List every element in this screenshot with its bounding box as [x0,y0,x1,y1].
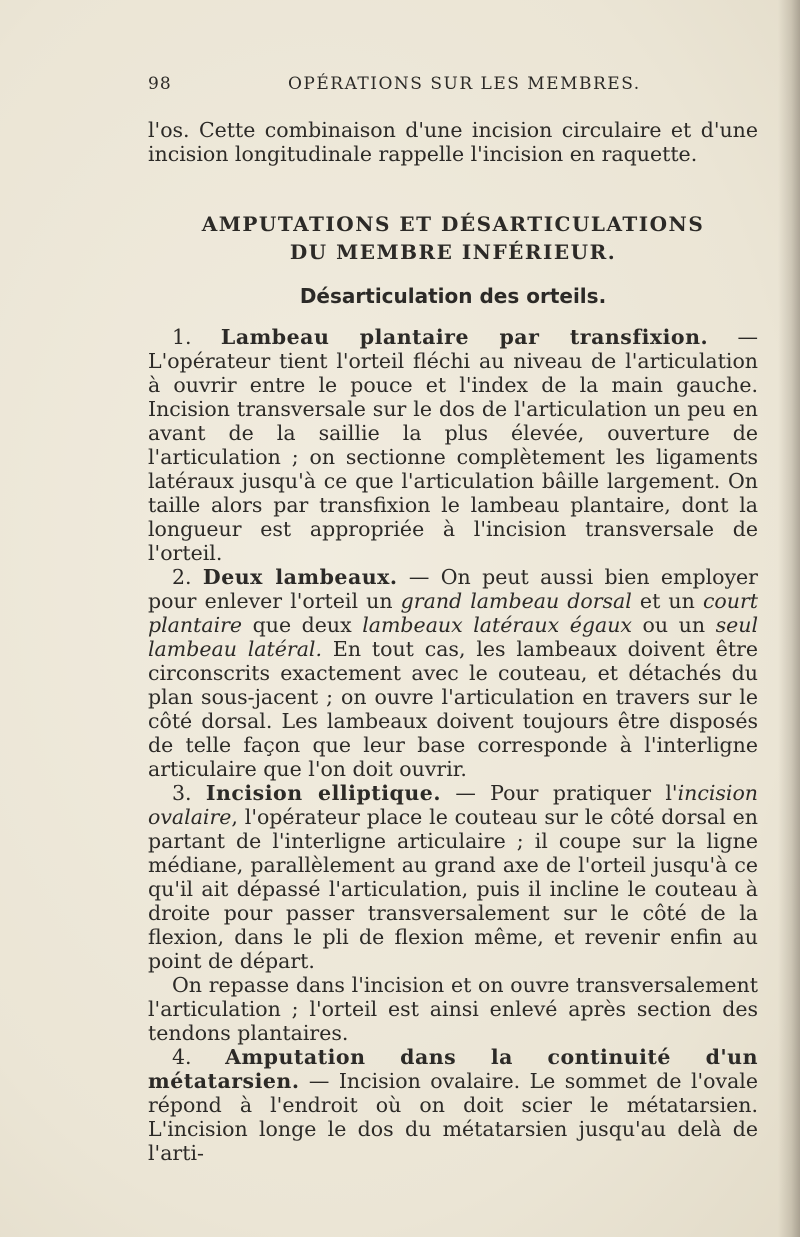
item-text: que deux [242,613,363,637]
paragraph-1 [148,325,758,565]
subheading: Désarticulation des orteils. [299,284,607,308]
item-text: — L'opérateur tient l'orteil fléchi au niveau de l'articulation à ouvrir entre le pouce et l'index de la main gauche. Incision transversale sur le dos de l'articulation un peu en avant de la saillie la plus élevée, ouverture de l'articulation ; on sectionne complètement les ligaments latéraux jusqu'à ce que l'articulation bâille largement. On taille alors par transfixion le lambeau plantaire, dont la longueur est appropriée à l'incision transversale de l'orteil. [148,325,758,565]
item-number: 1. [172,325,192,349]
item-title: Deux lambeaux. [202,565,398,589]
item-number: 3. [172,781,192,805]
item-text: et un [631,589,703,613]
item-title: Lambeau plantaire par transfixion. [220,325,709,349]
running-header [148,74,758,100]
item-text: — Pour pratiquer l' [440,781,678,805]
paragraph-2 [148,565,758,781]
item-title: Incision elliptique. [205,781,441,805]
body-text [148,325,758,1165]
item-emphasis: grand lambeau dorsal [400,589,632,613]
running-title: OPÉRATIONS SUR LES MEMBRES. [288,74,641,94]
item-emphasis: seul lambeau latéral. [148,613,759,661]
item-emphasis: lambeaux latéraux égaux [362,613,632,637]
intro-paragraph: l'os. Cette combinaison d'une incision circulaire et d'une incision longitudinale rappelle l'incision en raquette. [148,118,758,166]
section-heading [148,210,758,266]
section-heading-line2: DU MEMBRE INFÉRIEUR. [289,240,617,264]
item-text: — Incision ovalaire. Le sommet de l'ovale répond à l'endroit où on doit scier le métatarsien. L'incision longe le dos du métatarsien jusqu'au delà de l'arti- [148,1069,758,1165]
page-number: 98 [148,74,172,94]
item-text: — On peut aussi bien employer pour enlever l'orteil un [148,565,758,613]
item-emphasis: court plantaire [148,589,759,637]
item-number: 4. [172,1045,192,1069]
page-edge-shadow [778,0,800,1237]
item-text: ou un [631,613,716,637]
item-number: 2. [172,565,192,589]
item-emphasis: incision ovalaire [148,781,758,829]
item-text: , l'opérateur place le couteau sur le côté dorsal en partant de l'interligne articulaire ; il coupe sur la ligne médiane, parallèlement au grand axe de l'orteil jusqu'à ce qu'il ait dépassé l'articulation, puis il incline le couteau à droite pour passer transversalement sur le côté de la flexion, dans le pli de flexion même, et revenir enfin au point de départ. [148,805,758,973]
paragraph-3b: On repasse dans l'incision et on ouvre transversalement l'articulation ; l'orteil est ainsi enlevé après section des tendons plantaires. [148,973,758,1045]
paragraph-4 [148,1045,758,1165]
item-title: Amputation dans la continuité d'un métatarsien. [148,1045,758,1093]
item-text: En tout cas, les lambeaux doivent être circonscrits exactement avec le couteau, et détachés du plan sous-jacent ; on ouvre l'articulation en travers sur le côté dorsal. Les lambeaux doivent toujours être disposés de telle façon que leur base corresponde à l'interligne articulaire que l'on doit ouvrir. [148,637,759,781]
section-heading-line1: AMPUTATIONS ET DÉSARTICULATIONS [201,212,705,236]
paragraph-3 [148,781,758,973]
